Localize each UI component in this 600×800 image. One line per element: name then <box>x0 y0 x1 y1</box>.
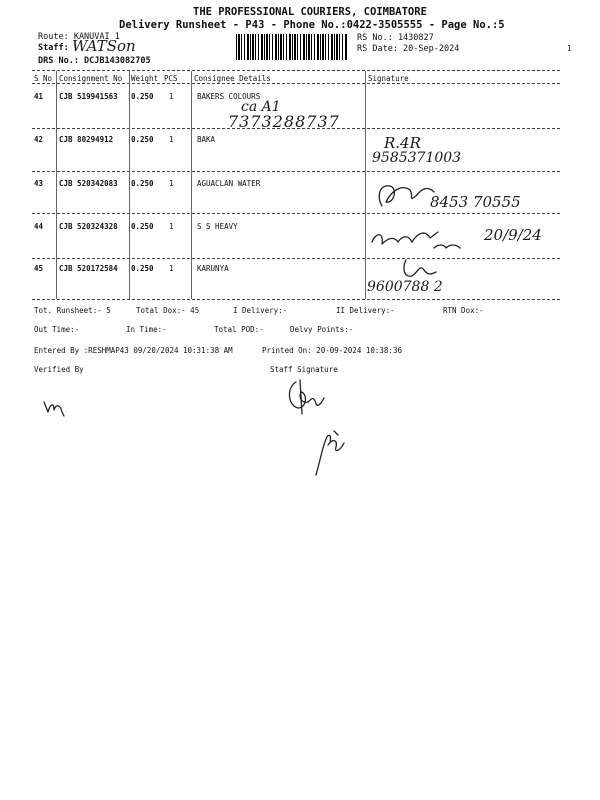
handwritten-date: 20/9/24 <box>484 226 542 244</box>
i-delivery: I Delivery:- <box>233 306 288 315</box>
runsheet-title: Delivery Runsheet - P43 - Phone No.:0422-3505555 - Page No.:5 <box>119 19 505 31</box>
row-pcs: 1 <box>169 264 174 273</box>
row-rule <box>32 258 560 259</box>
staff-label: Staff: <box>38 43 69 53</box>
row-pcs: 1 <box>169 179 174 188</box>
handwritten-phone: 9585371003 <box>372 150 462 166</box>
col-header-consignment: Consignment No <box>59 74 123 83</box>
column-divider <box>191 71 192 299</box>
rtn-dox: RTN Dox:- <box>443 306 484 315</box>
total-pod: Total POD:- <box>214 325 264 334</box>
printed-on: Printed On: 20-09-2024 10:38:36 <box>262 346 402 355</box>
row-weight: 0.250 <box>131 135 154 144</box>
row-pcs: 1 <box>169 222 174 231</box>
out-time: Out Time:- <box>34 325 80 334</box>
row-pcs: 1 <box>169 92 174 101</box>
staff-signature <box>282 378 332 418</box>
in-time: In Time:- <box>126 325 167 334</box>
column-divider <box>129 71 130 299</box>
col-header-signature: Signature <box>368 74 409 83</box>
row-rule <box>32 213 560 214</box>
row-consignee: BAKERS COLOURS <box>197 92 261 101</box>
barcode <box>236 34 348 60</box>
rs-date: RS Date: 20-Sep-2024 <box>357 44 460 54</box>
handwritten-phone: 8453 70555 <box>430 193 521 211</box>
row-consignment-no: CJB 80294912 <box>59 135 114 144</box>
row-sno: 45 <box>34 264 44 273</box>
row-weight: 0.250 <box>131 179 154 188</box>
row-sno: 44 <box>34 222 44 231</box>
verifier-signature <box>40 394 70 418</box>
col-header-pcs: PCS <box>164 74 178 83</box>
signature-scribble <box>400 256 440 282</box>
signature-scribble <box>372 178 442 214</box>
column-divider <box>56 71 57 299</box>
handwritten-initials: R.4R <box>384 134 421 152</box>
ii-delivery: II Delivery:- <box>336 306 395 315</box>
row-weight: 0.250 <box>131 264 154 273</box>
row-sno: 41 <box>34 92 44 101</box>
handwritten-name: ca A1 <box>241 99 281 115</box>
verified-by-label: Verified By <box>34 365 84 374</box>
row-weight: 0.250 <box>131 92 154 101</box>
row-consignee: BAKA <box>197 135 216 144</box>
col-header-weight: Weight <box>131 74 159 83</box>
row-sno: 43 <box>34 179 44 188</box>
table-top-rule <box>32 70 560 71</box>
total-runsheet: Tot. Runsheet:- 5 <box>34 306 111 315</box>
row-consignment-no: CJB 520324328 <box>59 222 118 231</box>
staff-name-handwritten: WATSon <box>72 37 136 55</box>
col-header-sno: S No <box>34 74 53 83</box>
delivery-points: Delvy Points:- <box>290 325 354 334</box>
row-consignee: KARUNYA <box>197 264 229 273</box>
table-header-rule <box>32 83 560 84</box>
row-consignment-no: CJB 520172584 <box>59 264 118 273</box>
row-consignment-no: CJB 520342083 <box>59 179 118 188</box>
table-bottom-rule <box>32 299 560 300</box>
row-sno: 42 <box>34 135 44 144</box>
rs-number: RS No.: 1430827 <box>357 33 434 43</box>
entered-by: Entered By :RESHMAP43 09/20/2024 10:31:38 AM <box>34 346 233 355</box>
handwritten-phone: 9600788 2 <box>367 279 443 295</box>
route: Route: KANUVAI 1 <box>38 32 120 42</box>
row-rule <box>32 171 560 172</box>
handwritten-phone: 7373288737 <box>228 112 340 131</box>
staff-signature-label: Staff Signature <box>270 365 338 374</box>
handwritten-initials <box>306 425 356 481</box>
row-weight: 0.250 <box>131 222 154 231</box>
col-header-consignee: Consignee Details <box>194 74 271 83</box>
drs-number: DRS No.: DCJB143082705 <box>38 56 151 66</box>
row-consignee: AGUACLAN WATER <box>197 179 261 188</box>
row-pcs: 1 <box>169 135 174 144</box>
column-divider <box>365 71 366 299</box>
row-consignment-no: CJB 519941563 <box>59 92 118 101</box>
total-dox: Total Dox:- 45 <box>136 306 200 315</box>
company-name: THE PROFESSIONAL COURIERS, COIMBATORE <box>193 6 427 18</box>
signature-scribble <box>368 218 478 254</box>
row-consignee: S S HEAVY <box>197 222 238 231</box>
page-number-mark: 1 <box>567 44 572 53</box>
